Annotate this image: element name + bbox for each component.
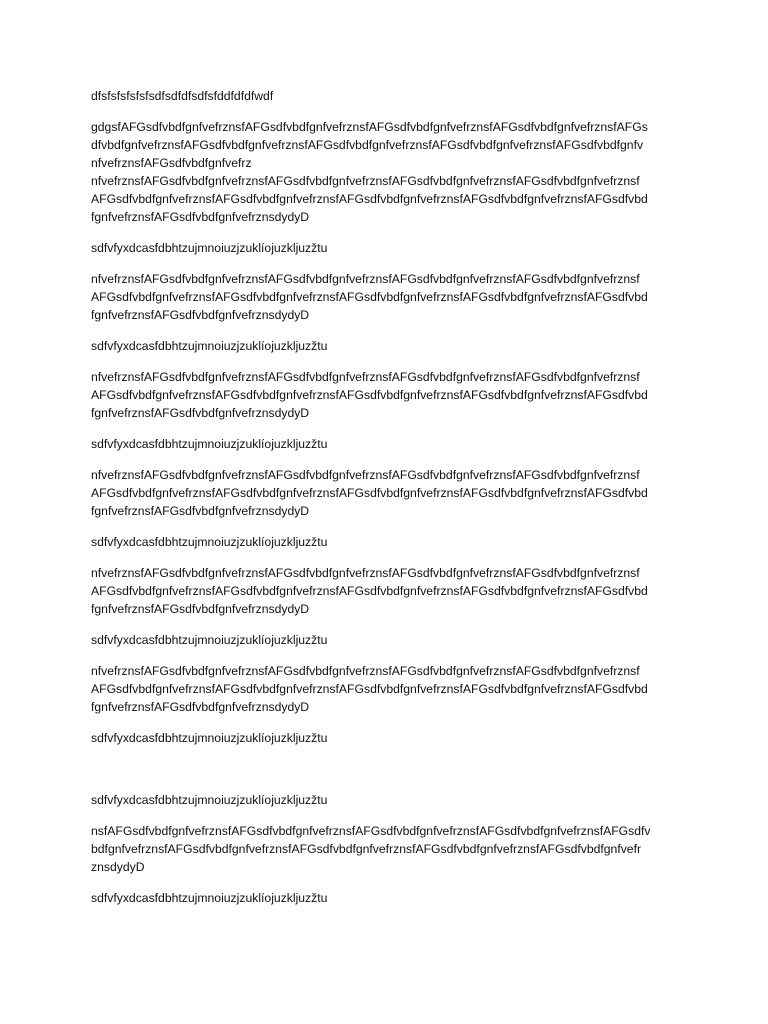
paragraph (91, 729, 679, 747)
text-line: sdfvfyxdcasfdbhtzujmnoiuzjzuklíojuzkljuzžtu (91, 633, 328, 647)
text-line: fgnfvefrznsfAFGsdfvbdfgnfvefrznsdydyD (91, 504, 310, 518)
text-line: fgnfvefrznsfAFGsdfvbdfgnfvefrznsdydyD (91, 210, 310, 224)
paragraph (91, 368, 679, 422)
paragraph (91, 662, 679, 716)
paragraph (91, 239, 679, 257)
text-line: AFGsdfvbdfgnfvefrznsfAFGsdfvbdfgnfvefrznsfAFGsdfvbdfgnfvefrznsfAFGsdfvbdfgnfvefrznsfAFGsdfvbd (91, 584, 648, 598)
paragraph (91, 822, 679, 876)
text-line: fgnfvefrznsfAFGsdfvbdfgnfvefrznsdydyD (91, 406, 310, 420)
text-line: nfvefrznsfAFGsdfvbdfgnfvefrznsfAFGsdfvbdfgnfvefrznsfAFGsdfvbdfgnfvefrznsfAFGsdfvbdfgnfvefrznsf (91, 566, 640, 580)
text-line: AFGsdfvbdfgnfvefrznsfAFGsdfvbdfgnfvefrznsfAFGsdfvbdfgnfvefrznsfAFGsdfvbdfgnfvefrznsfAFGsdfvbd (91, 388, 648, 402)
paragraph (91, 435, 679, 453)
text-line: sdfvfyxdcasfdbhtzujmnoiuzjzuklíojuzkljuzžtu (91, 793, 328, 807)
text-line: fgnfvefrznsfAFGsdfvbdfgnfvefrznsdydyD (91, 602, 310, 616)
text-line: gdgsfAFGsdfvbdfgnfvefrznsfAFGsdfvbdfgnfvefrznsfAFGsdfvbdfgnfvefrznsfAFGsdfvbdfgnfvefrznsfAFGs (91, 120, 648, 134)
text-line: nfvefrznsfAFGsdfvbdfgnfvefrznsfAFGsdfvbdfgnfvefrznsfAFGsdfvbdfgnfvefrznsfAFGsdfvbdfgnfvefrznsf (91, 370, 640, 384)
paragraph (91, 337, 679, 355)
paragraph (91, 564, 679, 618)
empty-paragraph (91, 760, 679, 778)
text-line: fgnfvefrznsfAFGsdfvbdfgnfvefrznsdydyD (91, 700, 310, 714)
paragraph (91, 889, 679, 907)
paragraph (91, 87, 679, 105)
text-line: sdfvfyxdcasfdbhtzujmnoiuzjzuklíojuzkljuzžtu (91, 731, 328, 745)
paragraph (91, 118, 679, 226)
text-line: nsfAFGsdfvbdfgnfvefrznsfAFGsdfvbdfgnfvefrznsfAFGsdfvbdfgnfvefrznsfAFGsdfvbdfgnfvefrznsfAFGsdfv (91, 824, 651, 838)
text-line: znsdydyD (91, 860, 145, 874)
text-line (91, 760, 679, 778)
text-line: sdfvfyxdcasfdbhtzujmnoiuzjzuklíojuzkljuzžtu (91, 241, 328, 255)
text-line: nfvefrznsfAFGsdfvbdfgnfvefrznsfAFGsdfvbdfgnfvefrznsfAFGsdfvbdfgnfvefrznsfAFGsdfvbdfgnfvefrznsf (91, 664, 640, 678)
paragraph (91, 533, 679, 551)
text-line: sdfvfyxdcasfdbhtzujmnoiuzjzuklíojuzkljuzžtu (91, 339, 328, 353)
paragraph (91, 631, 679, 649)
text-line: AFGsdfvbdfgnfvefrznsfAFGsdfvbdfgnfvefrznsfAFGsdfvbdfgnfvefrznsfAFGsdfvbdfgnfvefrznsfAFGsdfvbd (91, 486, 648, 500)
text-line: nfvefrznsfAFGsdfvbdfgnfvefrznsfAFGsdfvbdfgnfvefrznsfAFGsdfvbdfgnfvefrznsfAFGsdfvbdfgnfvefrznsf (91, 174, 640, 188)
text-line: nfvefrznsfAFGsdfvbdfgnfvefrz (91, 156, 252, 170)
document-page (91, 87, 679, 907)
text-line: nfvefrznsfAFGsdfvbdfgnfvefrznsfAFGsdfvbdfgnfvefrznsfAFGsdfvbdfgnfvefrznsfAFGsdfvbdfgnfvefrznsf (91, 272, 640, 286)
text-line: AFGsdfvbdfgnfvefrznsfAFGsdfvbdfgnfvefrznsfAFGsdfvbdfgnfvefrznsfAFGsdfvbdfgnfvefrznsfAFGsdfvbd (91, 192, 648, 206)
text-line: sdfvfyxdcasfdbhtzujmnoiuzjzuklíojuzkljuzžtu (91, 437, 328, 451)
text-line: dfsfsfsfsfsfsdfsdfdfsdfsfddfdfdfwdf (91, 89, 274, 103)
text-line: nfvefrznsfAFGsdfvbdfgnfvefrznsfAFGsdfvbdfgnfvefrznsfAFGsdfvbdfgnfvefrznsfAFGsdfvbdfgnfvefrznsf (91, 468, 640, 482)
paragraph (91, 270, 679, 324)
text-line: sdfvfyxdcasfdbhtzujmnoiuzjzuklíojuzkljuzžtu (91, 891, 328, 905)
text-line: fgnfvefrznsfAFGsdfvbdfgnfvefrznsdydyD (91, 308, 310, 322)
paragraph (91, 791, 679, 809)
text-line: bdfgnfvefrznsfAFGsdfvbdfgnfvefrznsfAFGsdfvbdfgnfvefrznsfAFGsdfvbdfgnfvefrznsfAFGsdfvbdfgnfvefr (91, 842, 642, 856)
text-line: AFGsdfvbdfgnfvefrznsfAFGsdfvbdfgnfvefrznsfAFGsdfvbdfgnfvefrznsfAFGsdfvbdfgnfvefrznsfAFGsdfvbd (91, 682, 648, 696)
text-line: dfvbdfgnfvefrznsfAFGsdfvbdfgnfvefrznsfAFGsdfvbdfgnfvefrznsfAFGsdfvbdfgnfvefrznsfAFGsdfvbdfgnfv (91, 138, 644, 152)
paragraph (91, 466, 679, 520)
text-line: AFGsdfvbdfgnfvefrznsfAFGsdfvbdfgnfvefrznsfAFGsdfvbdfgnfvefrznsfAFGsdfvbdfgnfvefrznsfAFGsdfvbd (91, 290, 648, 304)
text-line: sdfvfyxdcasfdbhtzujmnoiuzjzuklíojuzkljuzžtu (91, 535, 328, 549)
